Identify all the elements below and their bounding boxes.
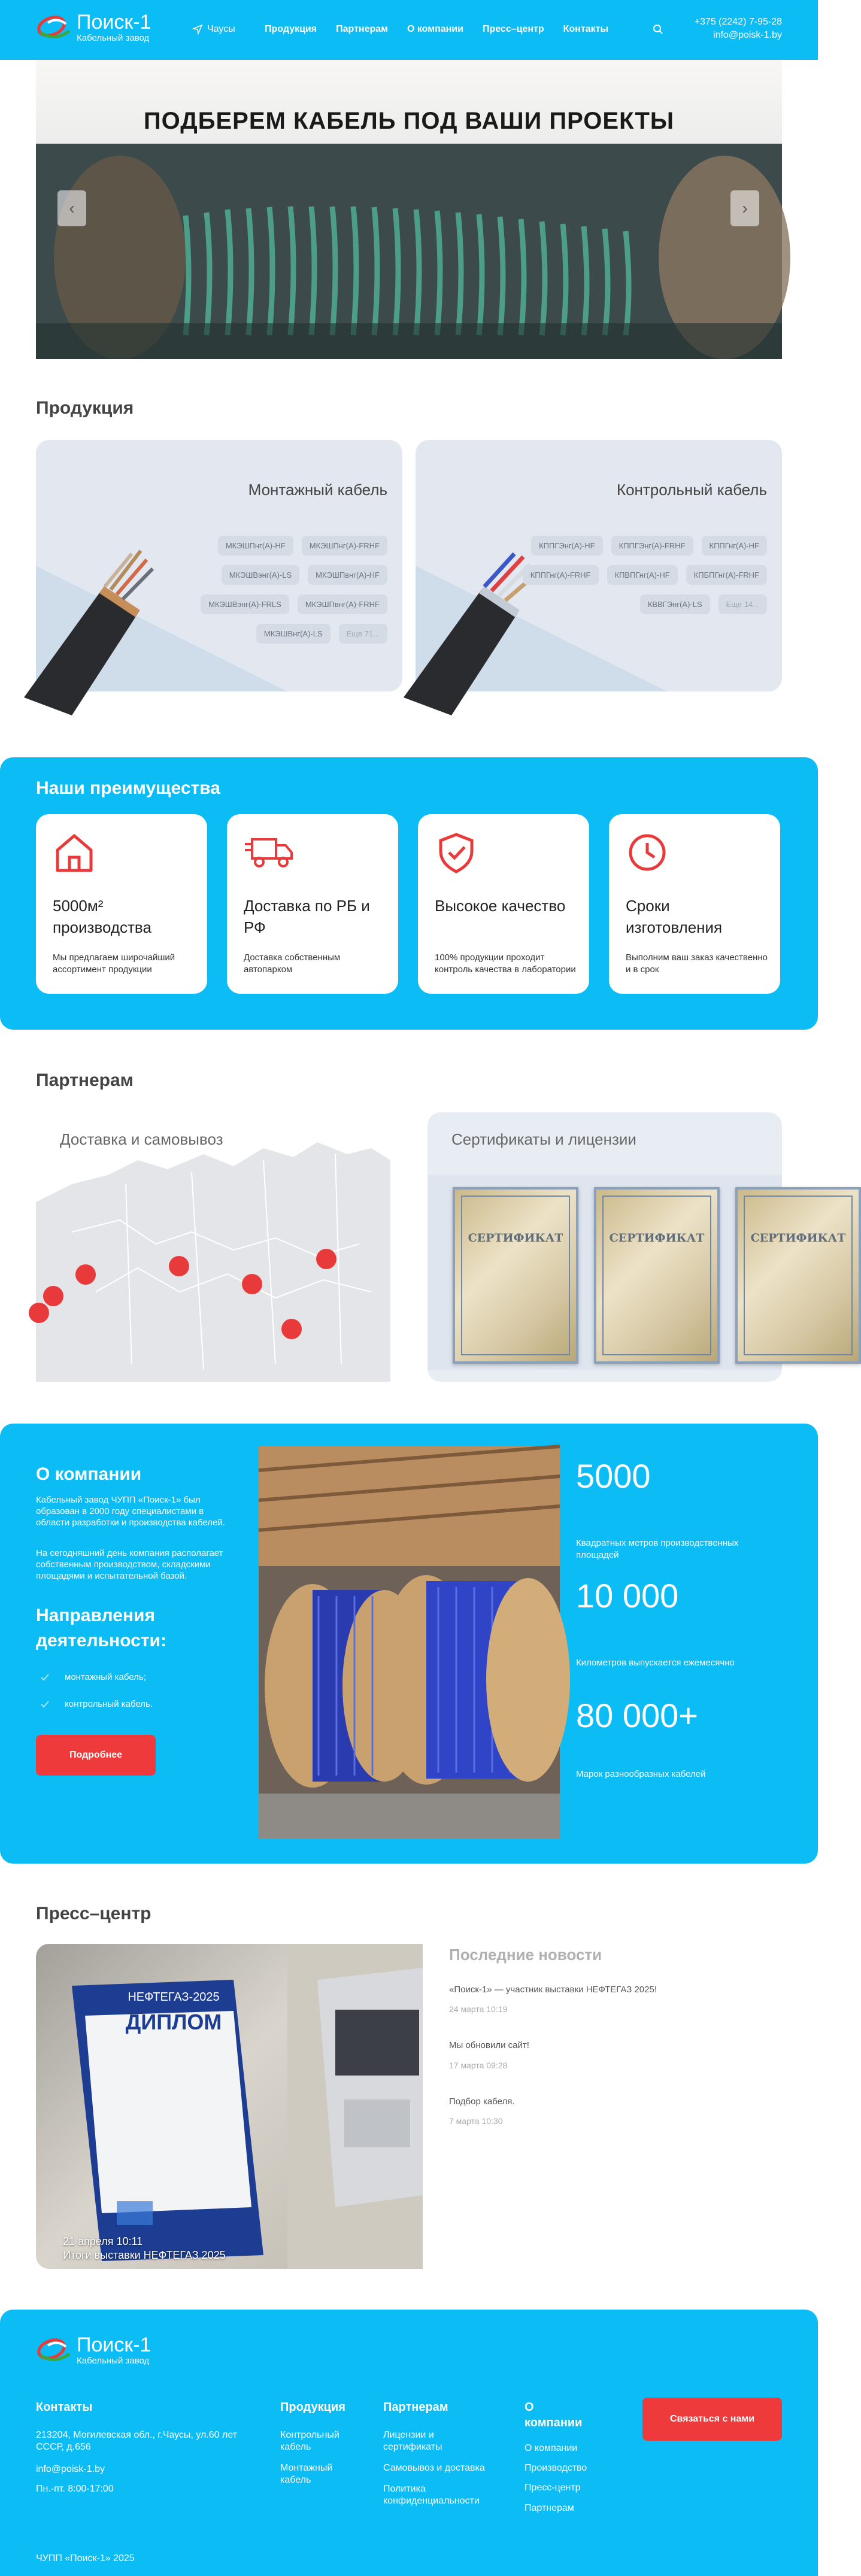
stat-number: 10 000 (576, 1577, 679, 1615)
cable-drums-photo (259, 1446, 560, 1838)
map-marker[interactable] (75, 1264, 96, 1285)
map-marker[interactable] (281, 1319, 302, 1339)
diploma-event: НЕФТЕГАЗ-2025 (128, 1991, 220, 2004)
product-tag[interactable]: КППГнг(А)-FRHF (523, 565, 599, 585)
footer-logo[interactable] (36, 2334, 151, 2367)
product-card-title: Контрольный кабель (616, 481, 767, 499)
direction-label: монтажный кабель; (65, 1672, 146, 1682)
logo-mark-icon (36, 2334, 72, 2367)
about-title: О компании (36, 1464, 142, 1484)
nav-press[interactable]: Пресс–центр (482, 24, 544, 34)
news-item-date: 7 марта 10:30 (449, 2116, 503, 2126)
advantage-card (227, 814, 398, 994)
map-marker[interactable] (43, 1286, 63, 1306)
logo-mark-icon (36, 11, 72, 44)
press-photo-caption: Итоги выставки НЕФТЕГАЗ 2025 (63, 2249, 226, 2261)
clock-icon (626, 831, 669, 874)
advantage-text: Мы предлагаем широчайший ассортимент продукции (53, 952, 175, 975)
house-icon (53, 831, 96, 874)
certificate-label: СЕРТИФИКАТ (609, 1231, 705, 1245)
about-paragraph: Кабельный завод ЧУПП «Поиск-1» был образован в 2000 году специалистами в области разработки и производства кабелей. (36, 1495, 225, 1528)
product-tag[interactable]: КВВГЭнг(А)-LS (640, 594, 710, 614)
footer-link[interactable]: Партнерам (525, 2503, 574, 2513)
russia-map-image (36, 1112, 390, 1382)
certificates-card[interactable] (428, 1112, 846, 1382)
main-nav (265, 24, 608, 35)
footer-partners-title: Партнерам (383, 2401, 448, 2414)
map-marker[interactable] (242, 1274, 262, 1294)
certificates-title: Сертификаты и лицензии (451, 1130, 636, 1148)
stat-number: 5000 (576, 1457, 651, 1495)
more-button[interactable]: Подробнее (36, 1735, 156, 1776)
product-tag[interactable]: КППГЭнг(А)-HF (531, 536, 603, 556)
nav-about[interactable]: О компании (407, 24, 463, 34)
footer-link[interactable]: О компании (525, 2443, 578, 2453)
advantage-card (609, 814, 780, 994)
map-marker[interactable] (316, 1249, 336, 1269)
advantage-text: Доставка собственным автопарком (244, 952, 341, 975)
footer-link[interactable]: Лицензии и сертификаты (383, 2430, 442, 2452)
stat-caption: Марок разнообразных кабелей (576, 1769, 706, 1779)
footer-link[interactable]: Самовывоз и доставка (383, 2463, 485, 2473)
product-tag[interactable]: КПБПГнг(А)-FRHF (686, 565, 767, 585)
product-tag[interactable]: МКЭШПнг(А)-FRHF (302, 536, 387, 556)
footer-link[interactable]: Политика конфиденциальности (383, 2484, 480, 2506)
news-item-title[interactable]: Подбор кабеля. (449, 2096, 515, 2107)
footer-company-title: О компании (525, 2401, 583, 2429)
advantage-heading: Высокое качество (435, 897, 566, 915)
nav-partners[interactable]: Партнерам (336, 24, 388, 34)
certificate-label: СЕРТИФИКАТ (750, 1231, 846, 1245)
news-item-title[interactable]: Мы обновили сайт! (449, 2040, 529, 2050)
product-tag[interactable]: КППГЭнг(А)-FRHF (611, 536, 693, 556)
map-marker[interactable] (169, 1256, 189, 1276)
footer-hours: Пн.-пт. 8:00-17:00 (36, 2484, 114, 2494)
product-tag[interactable]: МКЭШПнг(А)-HF (218, 536, 293, 556)
footer-contacts-title: Контакты (36, 2401, 93, 2414)
advantage-card (418, 814, 589, 994)
stat-caption: Километров выпускается ежемесячно (576, 1658, 735, 1668)
certificate-thumbnail[interactable] (735, 1187, 861, 1364)
footer-address: 213204, Могилевская обл., г.Чаусы, ул.60 лет СССР, д.656 (36, 2430, 238, 2452)
advantages-title: Наши преимущества (36, 778, 220, 798)
advantage-heading: Сроки изготовления (626, 897, 723, 936)
footer-link[interactable]: Монтажный кабель (280, 2463, 333, 2485)
nav-contacts[interactable]: Контакты (563, 24, 609, 34)
truck-icon (244, 831, 294, 874)
hero-next-button[interactable]: › (730, 190, 759, 226)
certificate-thumbnail[interactable] (453, 1187, 578, 1364)
nav-products[interactable]: Продукция (265, 24, 317, 34)
about-section (0, 1424, 818, 1864)
product-tag[interactable]: МКЭШВэнг(А)-FRLS (201, 594, 289, 614)
directions-title: Направления деятельности: (36, 1606, 166, 1650)
diploma-heading: ДИПЛОМ (125, 2010, 222, 2034)
check-icon (41, 1701, 49, 1708)
shield-check-icon (435, 831, 478, 874)
product-tag[interactable]: КППГнг(А)-HF (702, 536, 767, 556)
direction-item (41, 1672, 146, 1682)
header-phone[interactable]: +375 (2242) 7-95-28 (694, 17, 782, 27)
city-selector[interactable] (193, 24, 235, 35)
footer-products-title: Продукция (280, 2401, 345, 2414)
logo-name: Поиск-1 (77, 2334, 151, 2356)
contact-us-button[interactable]: Связаться с нами (642, 2398, 782, 2441)
site-footer (0, 2310, 818, 2576)
copyright: ЧУПП «Поиск-1» 2025 (36, 2553, 135, 2563)
delivery-map-card[interactable] (36, 1112, 390, 1382)
location-arrow-icon (193, 25, 202, 34)
advantage-heading: Доставка по РБ и РФ (244, 897, 370, 936)
footer-link[interactable]: Контрольный кабель (280, 2430, 339, 2452)
advantage-card (36, 814, 207, 994)
advantage-text: Выполним ваш заказ качественно и в срок (626, 952, 768, 975)
hero-banner (36, 60, 782, 359)
news-item-date: 17 марта 09:28 (449, 2061, 508, 2070)
certificate-thumbnail[interactable] (594, 1187, 720, 1364)
stat-caption: Квадратных метров производственных площадей (576, 1538, 739, 1560)
news-item-date: 24 марта 10:19 (449, 2004, 508, 2014)
advantages-section (0, 757, 818, 1030)
hero-prev-button[interactable]: ‹ (57, 190, 86, 226)
product-more-tag[interactable]: Еще 14... (718, 594, 767, 614)
map-marker[interactable] (29, 1303, 49, 1323)
product-card-title: Монтажный кабель (248, 481, 387, 499)
product-more-tag[interactable]: Еще 71... (339, 624, 387, 644)
search-icon[interactable] (653, 24, 663, 38)
footer-link[interactable]: Пресс-центр (525, 2483, 581, 2493)
direction-label: контрольный кабель. (65, 1699, 153, 1709)
cable-drums-image (259, 1446, 560, 1838)
product-tags (516, 536, 767, 614)
footer-link[interactable]: Производство (525, 2463, 587, 2473)
product-tag[interactable]: МКЭШПвнг(А)-HF (308, 565, 387, 585)
footer-email[interactable]: info@poisk-1.by (36, 2464, 105, 2474)
product-card-mounting[interactable] (36, 440, 402, 691)
logo[interactable] (36, 11, 151, 44)
about-paragraph: На сегодняшний день компания располагает собственным производством, складскими площадями и испытательной базой. (36, 1548, 223, 1581)
product-tag[interactable]: МКЭШПвнг(А)-FRHF (298, 594, 387, 614)
city-label: Чаусы (207, 24, 235, 34)
products-title: Продукция (36, 398, 134, 418)
latest-news-title: Последние новости (449, 1946, 602, 1964)
product-tag[interactable]: МКЭШВэнг(А)-LS (222, 565, 299, 585)
direction-item (41, 1699, 153, 1709)
press-photo-date: 21 апреля 10:11 (63, 2235, 143, 2247)
header-email[interactable]: info@poisk-1.by (713, 30, 782, 40)
map-title: Доставка и самовывоз (60, 1130, 223, 1148)
advantage-text: 100% продукции проходит контроль качества в лаборатории (435, 952, 576, 975)
certificate-label: СЕРТИФИКАТ (468, 1231, 563, 1245)
stat-number: 80 000+ (576, 1697, 698, 1734)
product-tag[interactable]: КПВПГнг(А)-HF (607, 565, 678, 585)
press-title: Пресс–центр (36, 1904, 151, 1923)
advantage-heading: 5000м² производства (53, 897, 151, 936)
logo-name: Поиск-1 (77, 11, 151, 34)
check-icon (41, 1674, 49, 1681)
press-featured-card[interactable] (36, 1944, 423, 2269)
news-item-title[interactable]: «Поиск-1» — участник выставки НЕФТЕГАЗ 2025! (449, 1985, 657, 1995)
logo-subtitle: Кабельный завод (77, 33, 150, 43)
logo-subtitle: Кабельный завод (77, 2356, 150, 2366)
hero-title: ПОДБЕРЕМ КАБЕЛЬ ПОД ВАШИ ПРОЕКТЫ (143, 108, 675, 134)
partners-title: Партнерам (36, 1070, 134, 1090)
product-tag[interactable]: МКЭШВнг(А)-LS (256, 624, 331, 644)
site-header (0, 0, 818, 60)
product-tags (136, 536, 387, 644)
product-card-control[interactable] (416, 440, 782, 691)
